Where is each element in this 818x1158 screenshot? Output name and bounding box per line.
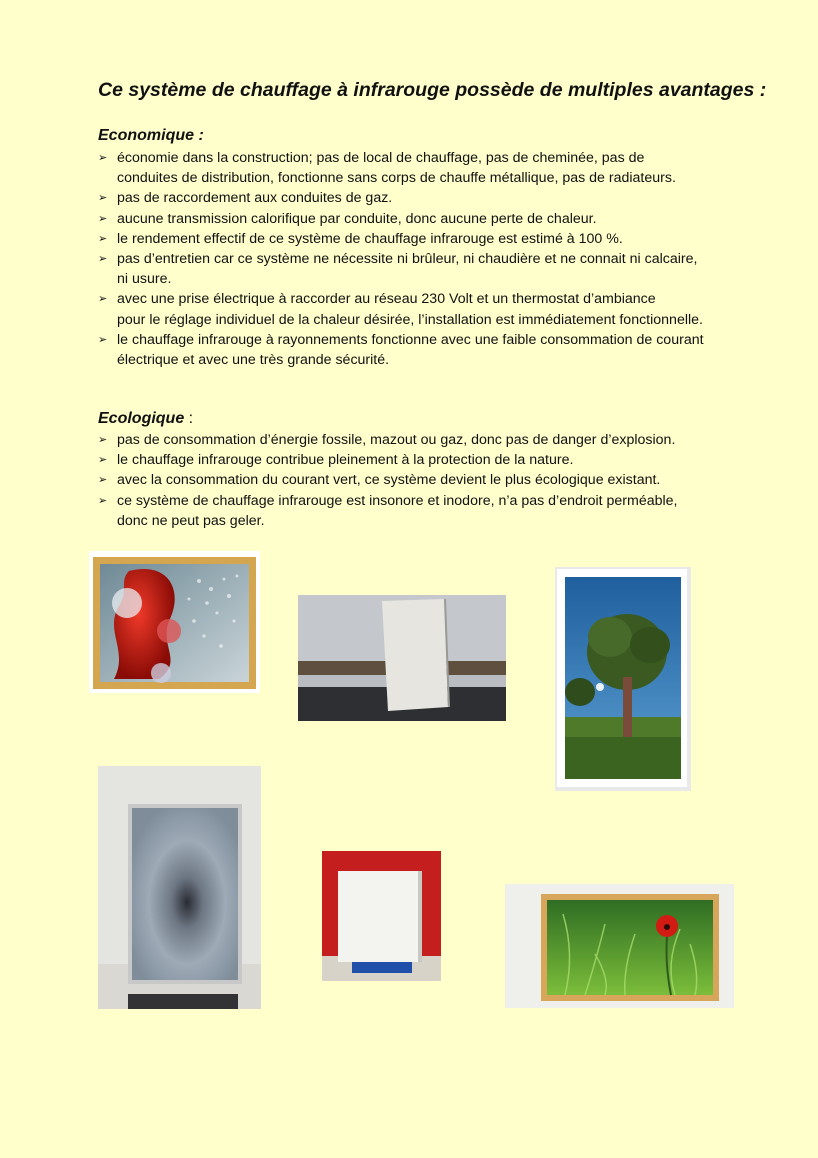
list-item xyxy=(98,148,704,188)
list-item xyxy=(98,330,704,370)
list-item-text: aucune transmission calorifique par conduite, donc aucune perte de chaleur. xyxy=(117,210,597,227)
photo-tree-landscape xyxy=(555,567,691,791)
red-glass-panel-image xyxy=(89,551,260,693)
economique-heading-text: Economique : xyxy=(98,127,204,144)
arrow-bullet-icon: ➢ xyxy=(98,333,108,346)
arrow-bullet-icon: ➢ xyxy=(98,434,108,446)
photo-red-glass-panel xyxy=(89,551,260,693)
list-item-text: économie dans la construction; pas de local de chauffage, pas de cheminée, pas de conduites de distribution, fonctionne sans corps de chauffe métallique, pas de radiateurs. xyxy=(117,150,676,187)
list-item-text: le rendement effectif de ce système de chauffage infrarouge est estimé à 100 %. xyxy=(117,230,623,247)
photo-poppy-panel xyxy=(505,884,734,1008)
list-item xyxy=(98,491,678,531)
list-item-text: le chauffage infrarouge contribue pleinement à la protection de la nature. xyxy=(117,452,574,469)
arrow-bullet-icon: ➢ xyxy=(98,152,108,164)
arrow-bullet-icon: ➢ xyxy=(98,293,108,306)
poppy-panel-image xyxy=(505,884,734,1008)
arrow-bullet-icon: ➢ xyxy=(98,454,108,467)
arrow-bullet-icon: ➢ xyxy=(98,192,108,205)
ecologique-heading-colon: : xyxy=(184,410,194,427)
page-title: Ce système de chauffage à infrarouge possède de multiples avantages : xyxy=(98,79,767,101)
list-item xyxy=(98,430,678,450)
list-item xyxy=(98,249,704,289)
list-item-text: pas de consommation d’énergie fossile, mazout ou gaz, donc pas de danger d’explosion. xyxy=(117,432,676,448)
list-item-text: avec une prise électrique à raccorder au réseau 230 Volt et un thermostat d’ambiance pour le réglage individuel de la chaleur désirée, l’installation est immédiatement fonctionnelle. xyxy=(117,291,703,328)
grey-tunnel-panel-image xyxy=(98,766,261,1009)
ecologique-list xyxy=(98,430,678,531)
list-item xyxy=(98,209,704,229)
white-panel-red-image xyxy=(322,851,441,981)
list-item-text: le chauffage infrarouge à rayonnements fonctionne avec une faible consommation de courant électrique et avec une très grande sécurité. xyxy=(117,331,704,369)
list-item xyxy=(98,450,678,470)
list-item-text: ce système de chauffage infrarouge est insonore et inodore, n’a pas d’endroit perméable, donc ne peut pas geler. xyxy=(117,492,678,529)
list-item xyxy=(98,229,704,249)
white-panel-wall-image xyxy=(298,595,506,721)
tree-landscape-image xyxy=(555,567,691,791)
list-item-text: avec la consommation du courant vert, ce système devient le plus écologique existant. xyxy=(117,472,661,489)
photo-white-panel-wall xyxy=(298,595,506,721)
economique-heading xyxy=(98,127,204,145)
list-item-text: pas de raccordement aux conduites de gaz. xyxy=(117,190,393,207)
list-item xyxy=(98,188,704,208)
arrow-bullet-icon: ➢ xyxy=(98,232,108,245)
photo-grey-tunnel-panel xyxy=(98,766,261,1009)
arrow-bullet-icon: ➢ xyxy=(98,494,108,507)
economique-list xyxy=(98,148,704,370)
ecologique-heading xyxy=(98,410,193,428)
list-item-text: pas d’entretien car ce système ne nécessite ni brûleur, ni chaudière et ne connait ni calcaire, ni usure. xyxy=(117,251,698,288)
arrow-bullet-icon: ➢ xyxy=(98,474,108,487)
arrow-bullet-icon: ➢ xyxy=(98,212,108,225)
arrow-bullet-icon: ➢ xyxy=(98,253,108,266)
list-item xyxy=(98,289,704,329)
list-item xyxy=(98,470,678,490)
photo-white-panel-red xyxy=(322,851,441,981)
ecologique-heading-text: Ecologique xyxy=(98,410,185,427)
